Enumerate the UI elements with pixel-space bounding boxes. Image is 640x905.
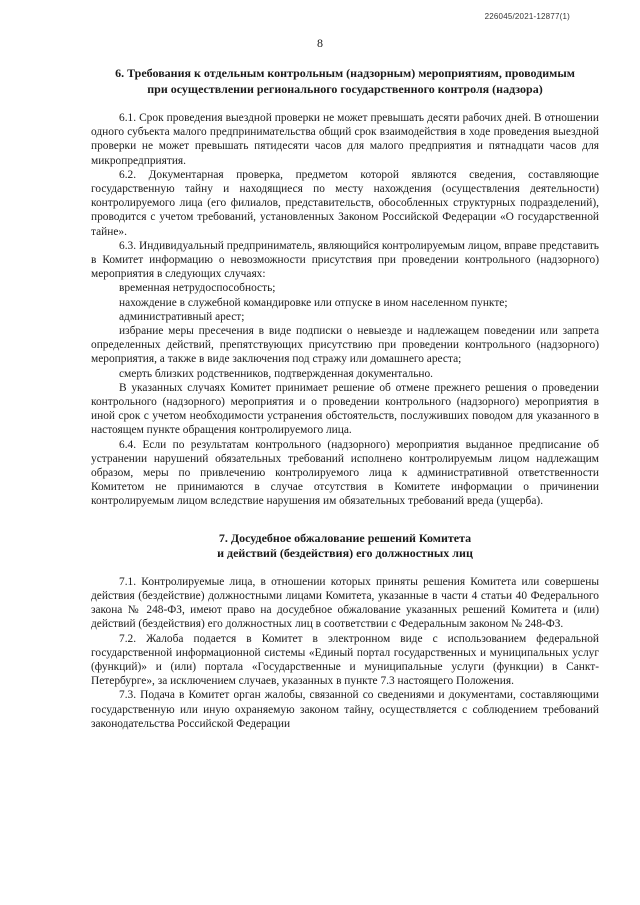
paragraph-7-1: 7.1. Контролируемые лица, в отношении которых приняты решения Комитета или совершены действия (бездействие) должностными лицами Комитета, указанные в части 4 статьи 40 Федерального закона № 248-ФЗ, имеют право на досудебное обжалование указанных решений Комитета и (или) действий (бездействия) его должностных лиц в соответствии с Федеральным законом № 248-ФЗ.: [91, 575, 599, 631]
paragraph-7-2: 7.2. Жалоба подается в Комитет в электронном виде с использованием федеральной государственной информационной системы «Единый портал государственных и муниципальных услуг (функций)» и (или) портала «Государственные и муниципальные услуги (функции) в Санкт-Петербурге», за исключением случаев, указанных в пункте 7.3 настоящего Положения.: [91, 632, 599, 688]
section-6-heading-line-1: 6. Требования к отдельным контрольным (надзорным) мероприятиям, проводимым: [115, 66, 575, 80]
paragraph-7-3: 7.3. Подача в Комитет орган жалобы, связанной со сведениями и документами, составляющими государственную или иную охраняемую законом тайну, осуществляется с соблюдением требований законодательства Российской Федерации: [91, 689, 599, 730]
paragraph-6-3: 6.3. Индивидуальный предприниматель, являющийся контролируемым лицом, вправе представить в Комитет информацию о невозможности присутствия при проведении контрольного (надзорного) мероприятия в следующих случаях:: [91, 239, 599, 281]
paragraph-6-1: 6.1. Срок проведения выездной проверки не может превышать десяти рабочих дней. В отношении одного субъекта малого предпринимательства общий срок взаимодействия в ходе проведения выездной проверки не может превышать пятидесяти часов для малого предприятия и пятнадцати часов для микропредприятия.: [91, 112, 599, 167]
page-number: 8: [317, 36, 323, 50]
section-7-heading-line-1: 7. Досудебное обжалование решений Комитета: [218, 530, 472, 545]
list-item-administrative-arrest: административный арест;: [119, 310, 245, 323]
paragraph-6-3-decision: В указанных случаях Комитет принимает решение об отмене прежнего решения о проведении контрольного (надзорного) мероприятия и о проведении контрольного (надзорного) мероприятия в иной срок с учетом необходимости устранения обстоятельств, послуживших поводом для указанного в настоящем пункте обращения контролируемого лица.: [91, 381, 599, 437]
list-item-death-of-relatives: смерть близких родственников, подтвержденная документально.: [119, 367, 434, 380]
document-registration-number: 226045/2021-12877(1): [484, 12, 570, 21]
list-item-preventive-measure: избрание меры пресечения в виде подписки о невыезде и надлежащем поведении или запрета определенных действий, препятствующих присутствию при проведении контрольного (надзорного) мероприятия, а также в виде заключения под стражу или домашнего ареста;: [91, 325, 599, 366]
section-6-heading: [91, 66, 599, 97]
list-item-temporary-disability: временная нетрудоспособность;: [119, 282, 276, 295]
paragraph-6-4: 6.4. Если по результатам контрольного (надзорного) мероприятия выданное предписание об устранении нарушений обязательных требований исполнено контролируемым лицом надлежащим образом, меры по привлечению контролируемого лица к административной ответственности Комитетом не принимаются в случае отсутствия в Комитете информации о причинении контролируемым лицом вследствие нарушения им обязательных требований вреда (ущерба).: [91, 438, 599, 508]
section-6-heading-line-2: при осуществлении регионального государственного контроля (надзора): [147, 81, 543, 96]
paragraph-6-2: 6.2. Документарная проверка, предметом которой являются сведения, составляющие государственную тайну и находящиеся по месту нахождения (осуществления деятельности) контролируемого лица (его филиалов, представительств, обособленных структурных подразделений), проводится с учетом требований, установленных Законом Российской Федерации «О государственной тайне».: [91, 168, 599, 238]
document-body: [91, 66, 599, 731]
section-7-heading: [91, 531, 599, 562]
list-item-business-trip: нахождение в служебной командировке или отпуске в ином населенном пункте;: [119, 296, 508, 309]
section-7-heading-line-2: и действий (бездействия) его должностных лиц: [217, 546, 473, 561]
